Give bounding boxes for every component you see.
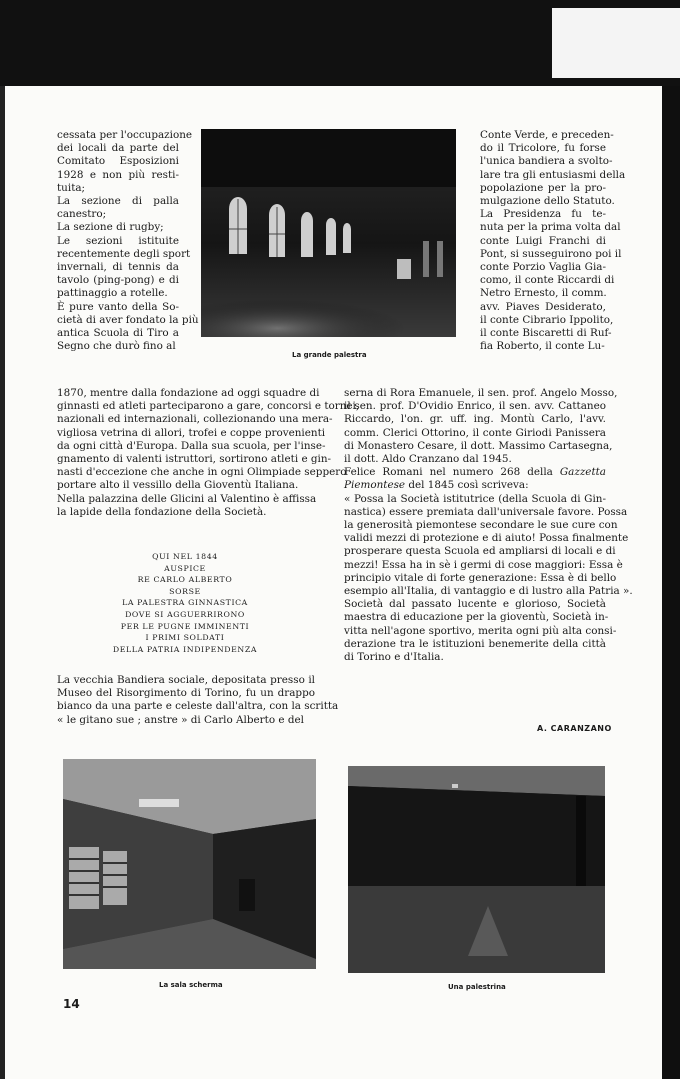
caption-top-photo: La grande palestra [292, 351, 367, 359]
text-line: il dott. Aldo Cranzano dal 1945. [344, 453, 512, 466]
gym-hall-image [201, 129, 456, 337]
text-line: tuita; [57, 181, 86, 194]
text-line: 1928 e non più resti- [57, 168, 179, 181]
text-line: recentemente degli sport [57, 247, 191, 260]
text-line: È pure vanto della So- [57, 300, 179, 313]
text-line: invernali, di tennis da [57, 261, 179, 274]
text-line: Società dal passato lucente e glorioso, Società [344, 598, 606, 611]
text-line: avv. Piaves Desiderato, [480, 300, 606, 313]
text-line: principio vitale di forte generazione: Essa è di bello [344, 571, 617, 584]
text-line: Nella palazzina delle Glicini al Valentino è affissa [57, 492, 317, 505]
text-line: Netro Ernesto, il comm. [480, 287, 607, 300]
photo-grande-palestra [201, 129, 456, 337]
text-line: tavolo (ping-pong) e di [57, 274, 179, 287]
text-line: la lapide della fondazione della Società. [57, 505, 267, 518]
left-column-top-text [57, 129, 199, 353]
text-line: cessata per l'occupazione [57, 129, 193, 141]
text-line: lare tra gli entusiasmi della [480, 168, 626, 181]
text-line: validi mezzi di protezione e di aiuto! Possa finalmente [344, 532, 629, 545]
text-line: Pont, si susseguirono poi il [480, 247, 622, 260]
text-line: La sezione di palla [57, 195, 179, 208]
inscription-line: QUI NEL 1844 [152, 552, 218, 561]
text-line: pattinaggio a rotelle. [57, 287, 168, 300]
text-line: vigliosa vetrina di allori, trofei e coppe provenienti [57, 426, 326, 439]
text-line: dei locali da parte del [57, 142, 179, 155]
inscription-line: LA PALESTRA GINNASTICA [122, 598, 248, 608]
inscription-line: I PRIMI SOLDATI [145, 633, 225, 643]
text-line: di Monastero Cesare, il dott. Massimo Cartasegna, [344, 439, 613, 452]
fencing-hall-image [63, 759, 316, 969]
inscription-line: DELLA PATRIA INDIPENDENZA [112, 644, 258, 654]
text-line: mezzi! Essa ha in sè i germi di cose maggiori: Essa è [344, 558, 623, 571]
right-dark-border [662, 86, 680, 1079]
text-line: conte Luigi Franchi di [480, 234, 606, 247]
text-line: nastica) essere premiata dall'universale favore. Possa [344, 505, 628, 518]
text-line: Riccardo, l'on. gr. uff. ing. Montù Carlo, l'avv. [344, 413, 606, 426]
text-line: canestro; [57, 208, 107, 221]
text-line: antica Scuola di Tiro a [57, 327, 179, 340]
text-line: da ogni città d'Europa. Dalla sua scuola, per l'inse- [57, 439, 326, 452]
magazine-page [5, 86, 662, 1079]
text-line: serna di Rora Emanuele, il sen. prof. Angelo Mosso, [344, 387, 618, 399]
inscription-line: DOVE SI AGGUERRIRONO [125, 609, 245, 619]
text-line: prosperare questa Scuola ed ampliarsi di locali e di [344, 545, 616, 558]
text-line: vitta nell'agone sportivo, merita ogni più alta consi- [344, 624, 617, 637]
right-column-full-text [344, 387, 633, 664]
text-line: nasti d'eccezione che anche in ogni Olimpiade seppero [57, 466, 347, 479]
small-gym-image [348, 766, 605, 973]
text-line: Piemontese del 1845 così scriveva: [344, 479, 529, 492]
text-line: La sezione di rugby; [57, 221, 164, 234]
text-line: 1870, mentre dalla fondazione ad oggi squadre di [57, 387, 320, 399]
left-column-full-text [57, 387, 360, 519]
text-line: « le gitano sue ; anstre » di Carlo Alberto e del [57, 713, 304, 726]
text-line: conte Porzio Vaglia Gia- [480, 261, 606, 274]
text-line: Conte Verde, e preceden- [480, 129, 614, 141]
left-column-after-text [57, 674, 339, 727]
text-line: derazione tra le istituzioni benemerite della città [344, 637, 606, 650]
foundation-inscription [91, 551, 279, 655]
text-line: gnamento di valenti istruttori, sortirono atleti e gin- [57, 453, 332, 466]
photo-sala-scherma [63, 759, 316, 969]
top-light-notch [552, 8, 680, 78]
text-line: Felice Romani nel numero 268 della Gazzetta [344, 466, 606, 479]
inscription-line: RE CARLO ALBERTO [137, 575, 233, 585]
text-line: « Possa la Società istitutrice (della Scuola di Gin- [344, 492, 606, 505]
text-line: Le sezioni istituite [57, 234, 179, 247]
text-line: fia Roberto, il conte Lu- [480, 340, 605, 353]
text-line: cietà di aver fondato la più [57, 313, 199, 326]
text-line: la generosità piemontese secondare le sue cure con [344, 519, 618, 532]
text-line: La Presidenza fu te- [480, 208, 606, 221]
text-line: La vecchia Bandiera sociale, depositata presso il [57, 674, 315, 686]
text-line: di Torino e d'Italia. [344, 651, 444, 664]
text-line: nazionali ed internazionali, collezionando una mera- [57, 413, 333, 426]
right-column-top-text [480, 129, 626, 353]
text-line: maestra di educazione per la gioventù, Società in- [344, 611, 609, 624]
inscription-line: PER LE PUGNE IMMINENTI [120, 621, 250, 631]
text-line: il conte Cibrario Ippolito, [480, 313, 614, 326]
text-line: comm. Clerici Ottorino, il conte Giriodi Panissera [344, 426, 606, 439]
text-line: Museo del Risorgimento di Torino, fu un drappo [57, 687, 315, 700]
text-line: Segno che durò fino al [57, 340, 176, 353]
text-line: esempio all'Italia, di vantaggio e di lustro alla Patria ». [344, 585, 633, 598]
photo-palestrina [348, 766, 605, 973]
text-line: il sen. prof. D'Ovidio Enrico, il sen. avv. Cattaneo [344, 400, 606, 413]
page-number: 14 [63, 997, 80, 1011]
text-line: nuta per la prima volta dal [480, 221, 621, 234]
text-line: popolazione per la pro- [480, 181, 606, 194]
author-signature: A. CARANZANO [537, 724, 612, 733]
text-line: do il Tricolore, fu forse [480, 142, 606, 155]
text-line: Comitato Esposizioni [57, 155, 179, 168]
text-line: l'unica bandiera a svolto- [480, 155, 613, 168]
caption-bottom-left-photo: La sala scherma [159, 981, 223, 989]
text-line: il conte Biscaretti di Ruf- [480, 327, 612, 340]
text-line: portare alto il vessillo della Gioventù Italiana. [57, 479, 299, 492]
inscription-line: SORSE [169, 586, 201, 596]
text-line: mulgazione dello Statuto. [480, 195, 615, 208]
text-line: como, il conte Riccardi di [480, 274, 615, 287]
caption-bottom-right-photo: Una palestrina [448, 983, 506, 991]
text-line: bianco da una parte e celeste dall'altra, con la scritta [57, 700, 339, 713]
text-line: ginnasti ed atleti parteciparono a gare, concorsi e tornei, [57, 400, 360, 413]
inscription-line: AUSPICE [164, 563, 206, 573]
